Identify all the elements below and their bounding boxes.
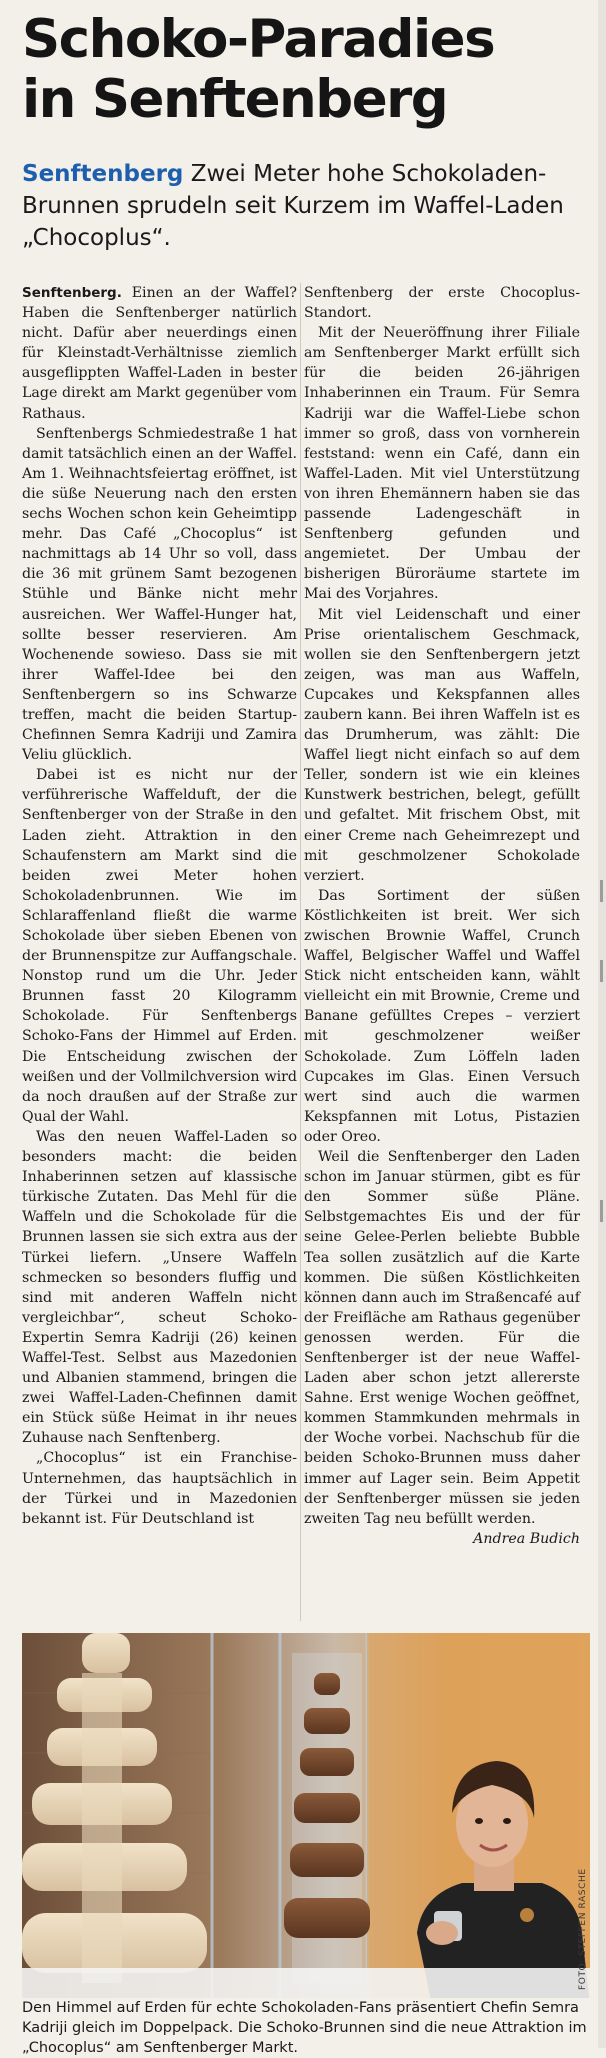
page-edge-strip	[598, 0, 606, 2048]
article-subhead	[22, 158, 597, 254]
paragraph: Das Sortiment der süßen Köstlichkeiten ist breit. Wer sich zwischen Brownie Waffel, Crunch Waffel, Belgischer Waffel und Waffel Stick nicht entscheiden kann, wählt vielleicht ein mit Brownie, Creme und Banane gefülltes Crepes – verziert mit geschmolzener weißer Schokolade. Zum Löffeln laden Cupcakes im Glas. Einen Versuch wert sind auch die warmen Kekspfannen mit Lotus, Pistazien oder Oreo.	[304, 887, 580, 1145]
byline: Andrea Budich	[473, 1530, 580, 1547]
paragraph: „Chocoplus“ ist ein Franchise-Unternehmen, das hauptsächlich in der Türkei und in Mazedonien bekannt ist. Für Deutschland ist	[22, 1450, 297, 1527]
article-column-left	[22, 283, 297, 1623]
paragraph: Dabei ist es nicht nur der verführerische Waffelduft, der die Senftenberger von der Straße in den Laden zieht. Attraktion in den Schaufenstern am Markt sind die beiden zwei Meter hohen Schokoladenbrunnen. Wie im Schlaraffenland fließt die warme Schokolade über sieben Ebenen von der Brunnenspitze zur Auffangschale. Nonstop rund um die Uhr. Jeder Brunnen fasst 20 Kilogramm Schokolade. Für Senftenbergs Schoko-Fans der Himmel auf Erden. Die Entscheidung zwischen der weißen und der Vollmilchversion wird da noch draußen auf der Straße zur Qual der Wahl.	[22, 767, 297, 1125]
article-headline	[22, 10, 582, 130]
paragraph: Was den neuen Waffel-Laden so besonders macht: die beiden Inhaberinnen setzen auf klassische türkische Zutaten. Das Mehl für die Waffeln und die Schokolade für die Brunnen lassen sie sich extra aus der Türkei liefern. „Unsere Waffeln schmecken so besonders fluffig und sind mit anderen Waffeln nicht vergleichbar“, scheut Schoko-Expertin Semra Kadriji (26) keinen Waffel-Test. Selbst aus Mazedonien und Albanien stammend, bringen die zwei Waffel-Laden-Chefinnen damit ein Stück süße Heimat in ihr neues Zuhause nach Senftenberg.	[22, 1128, 297, 1447]
paragraph-text: Weil die Senftenberger den Laden schon im Januar stürmen, gibt es für den Sommer süße Pläne. Selbstgemachtes Eis und der für seine Gelee-Perlen beliebte Bubble Tea sollen zusätzlich auf die Karte kommen. Die süßen Köstlichkeiten können dann auch im Straßencafé auf der Freifläche am Rathaus gegenüber genossen werden. Für die Senftenberger ist der neue Waffel-Laden aber schon jetzt allererste Sahne. Erst wenige Wochen geöffnet, kommen Stammkunden mehrmals in der Woche vorbei. Nachschub für die beiden Schoko-Brunnen muss daher immer auf Lager sein. Beim Appetit der Senftenberger müssen sie jeden zweiten Tag neu befüllt werden.	[304, 1149, 580, 1527]
paragraph-continued: Senftenberg der erste Chocoplus-Standort.	[304, 285, 580, 322]
photo-credit: FOTO: STEFFEN RASCHE	[578, 1868, 588, 1990]
lead-city: Senftenberg.	[22, 285, 122, 301]
paragraph	[304, 1147, 580, 1549]
headline-line-1: Schoko-Paradies	[22, 9, 495, 70]
edge-mark	[600, 880, 603, 902]
edge-mark	[600, 1200, 603, 1222]
paragraph: Senftenbergs Schmiedestraße 1 hat damit tatsächlich einen an der Waffel. Am 1. Weihnachtsfeiertag eröffnet, ist die süße Neuerung nach den ersten sechs Wochen schon kein Geheimtipp mehr. Das Café „Chocoplus“ ist nachmittags ab 14 Uhr so voll, dass die 36 mit grünem Samt bezogenen Stühle und Bänke nicht mehr ausreichen. Wer Waffel-Hunger hat, sollte besser reservieren. Am Wochenende sowieso. Dass sie mit ihrer Waffel-Idee bei den Senftenbergern so ins Schwarze treffen, macht die beiden Startup-Chefinnen Semra Kadriji und Zamira Veliu glücklich.	[22, 425, 297, 764]
edge-mark	[600, 960, 603, 982]
paragraph-text: Einen an der Waffel? Haben die Senftenberger natürlich nicht. Dafür aber neuerdings einen für Kleinstadt-Verhältnisse ziemlich ausgeflippten Waffel-Laden in bester Lage direkt am Markt gegenüber vom Rathaus.	[22, 285, 297, 422]
subhead-dateline: Senftenberg	[22, 161, 184, 187]
photo-caption: Den Himmel auf Erden für echte Schokoladen-Fans präsentiert Chefin Semra Kadriji gleich im Doppelpack. Die Schoko-Brunnen sind die neue Attraktion im „Chocoplus“ am Senftenberger Markt.	[22, 1998, 590, 2058]
paragraph: Mit viel Leidenschaft und einer Prise orientalischem Geschmack, wollen sie den Senftenbergern jetzt zeigen, was man aus Waffeln, Cupcakes und Kekspfannen alles zaubern kann. Bei ihren Waffeln ist es das Drumherum, was zählt: Die Waffel liegt nicht einfach so auf dem Teller, sondern ist wie ein kleines Kunstwerk bestrichen, belegt, gefüllt und gefaltet. Mit frischem Obst, mit einer Creme nach Geheimrezept und mit geschmolzener Schokolade verziert.	[304, 606, 580, 884]
subhead-text: Zwei Meter hohe Schokoladen-Brunnen sprudeln seit Kurzem im Waffel-Laden „Chocoplus“.	[22, 161, 564, 251]
paragraph: Mit der Neueröffnung ihrer Filiale am Senftenberger Markt erfüllt sich für die beiden 26-jährigen Inhaberinnen ein Traum. Für Semra Kadriji war die Waffel-Liebe schon immer so groß, dass von vornherein feststand: wenn ein Café, dann ein Waffel-Laden. Mit viel Unterstützung von ihren Ehemännern haben sie das passende Ladengeschäft in Senftenberg gefunden und angemietet. Der Umbau der bisherigen Büroräume startete im Mai des Vorjahres.	[304, 325, 580, 603]
dark-chocolate-fountain	[284, 1653, 370, 1983]
paragraph	[22, 283, 297, 424]
article-photo	[22, 1633, 590, 2006]
column-divider	[300, 283, 301, 1621]
photo-illustration	[22, 1633, 590, 2006]
headline-line-2: in Senftenberg	[22, 69, 448, 130]
article-column-right	[304, 283, 580, 1623]
